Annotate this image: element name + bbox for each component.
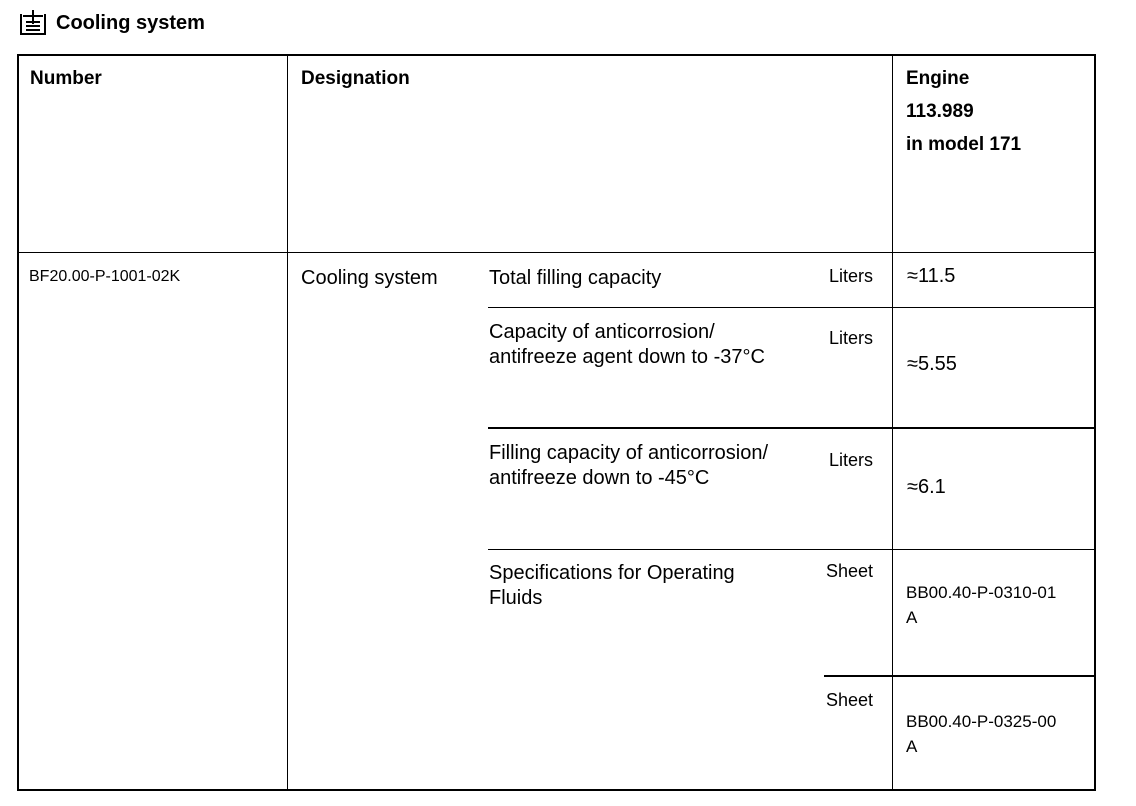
unit-label: Liters [829,266,874,286]
spec-table [17,54,1096,791]
row-divider-2 [488,427,1095,429]
row-divider-1 [488,307,1095,308]
row-divider-3 [488,549,1095,550]
item-label: Capacity of anticorrosion/ antifreeze agent down to -37°C [489,321,765,368]
item-label: Total filling capacity [489,267,662,289]
manual-book-icon [19,10,47,36]
col-divider-engine [892,55,893,790]
unit-label: Liters [829,328,874,348]
document-number: BF20.00-P-1001-02K [29,268,181,285]
value-text: ≈5.55 [907,353,957,375]
section-title [19,8,205,38]
header-engine-line: in model 171 [906,134,1022,155]
sheet-reference: BB00.40-P-0325-00 A [906,712,1057,756]
header-designation: Designation [301,68,410,89]
value-text: ≈6.1 [907,476,946,498]
item-label: Specifications for Operating Fluids [489,562,735,609]
header-divider [18,252,1095,253]
unit-label: Sheet [826,561,874,581]
header-engine-line: 113.989 [906,101,974,122]
header-engine [906,62,1021,161]
header-number: Number [30,68,102,89]
page-title: Cooling system [56,11,205,34]
row-divider-4 [824,675,1095,677]
col-divider-number [287,55,288,790]
designation-text: Cooling system [301,267,438,289]
sheet-reference: BB00.40-P-0310-01 A [906,583,1057,627]
unit-label: Sheet [826,690,874,710]
unit-label: Liters [829,450,874,470]
header-engine-line: Engine [906,68,970,89]
item-label: Filling capacity of anticorrosion/ antifreeze down to -45°C [489,442,769,489]
value-text: ≈11.5 [907,265,956,287]
